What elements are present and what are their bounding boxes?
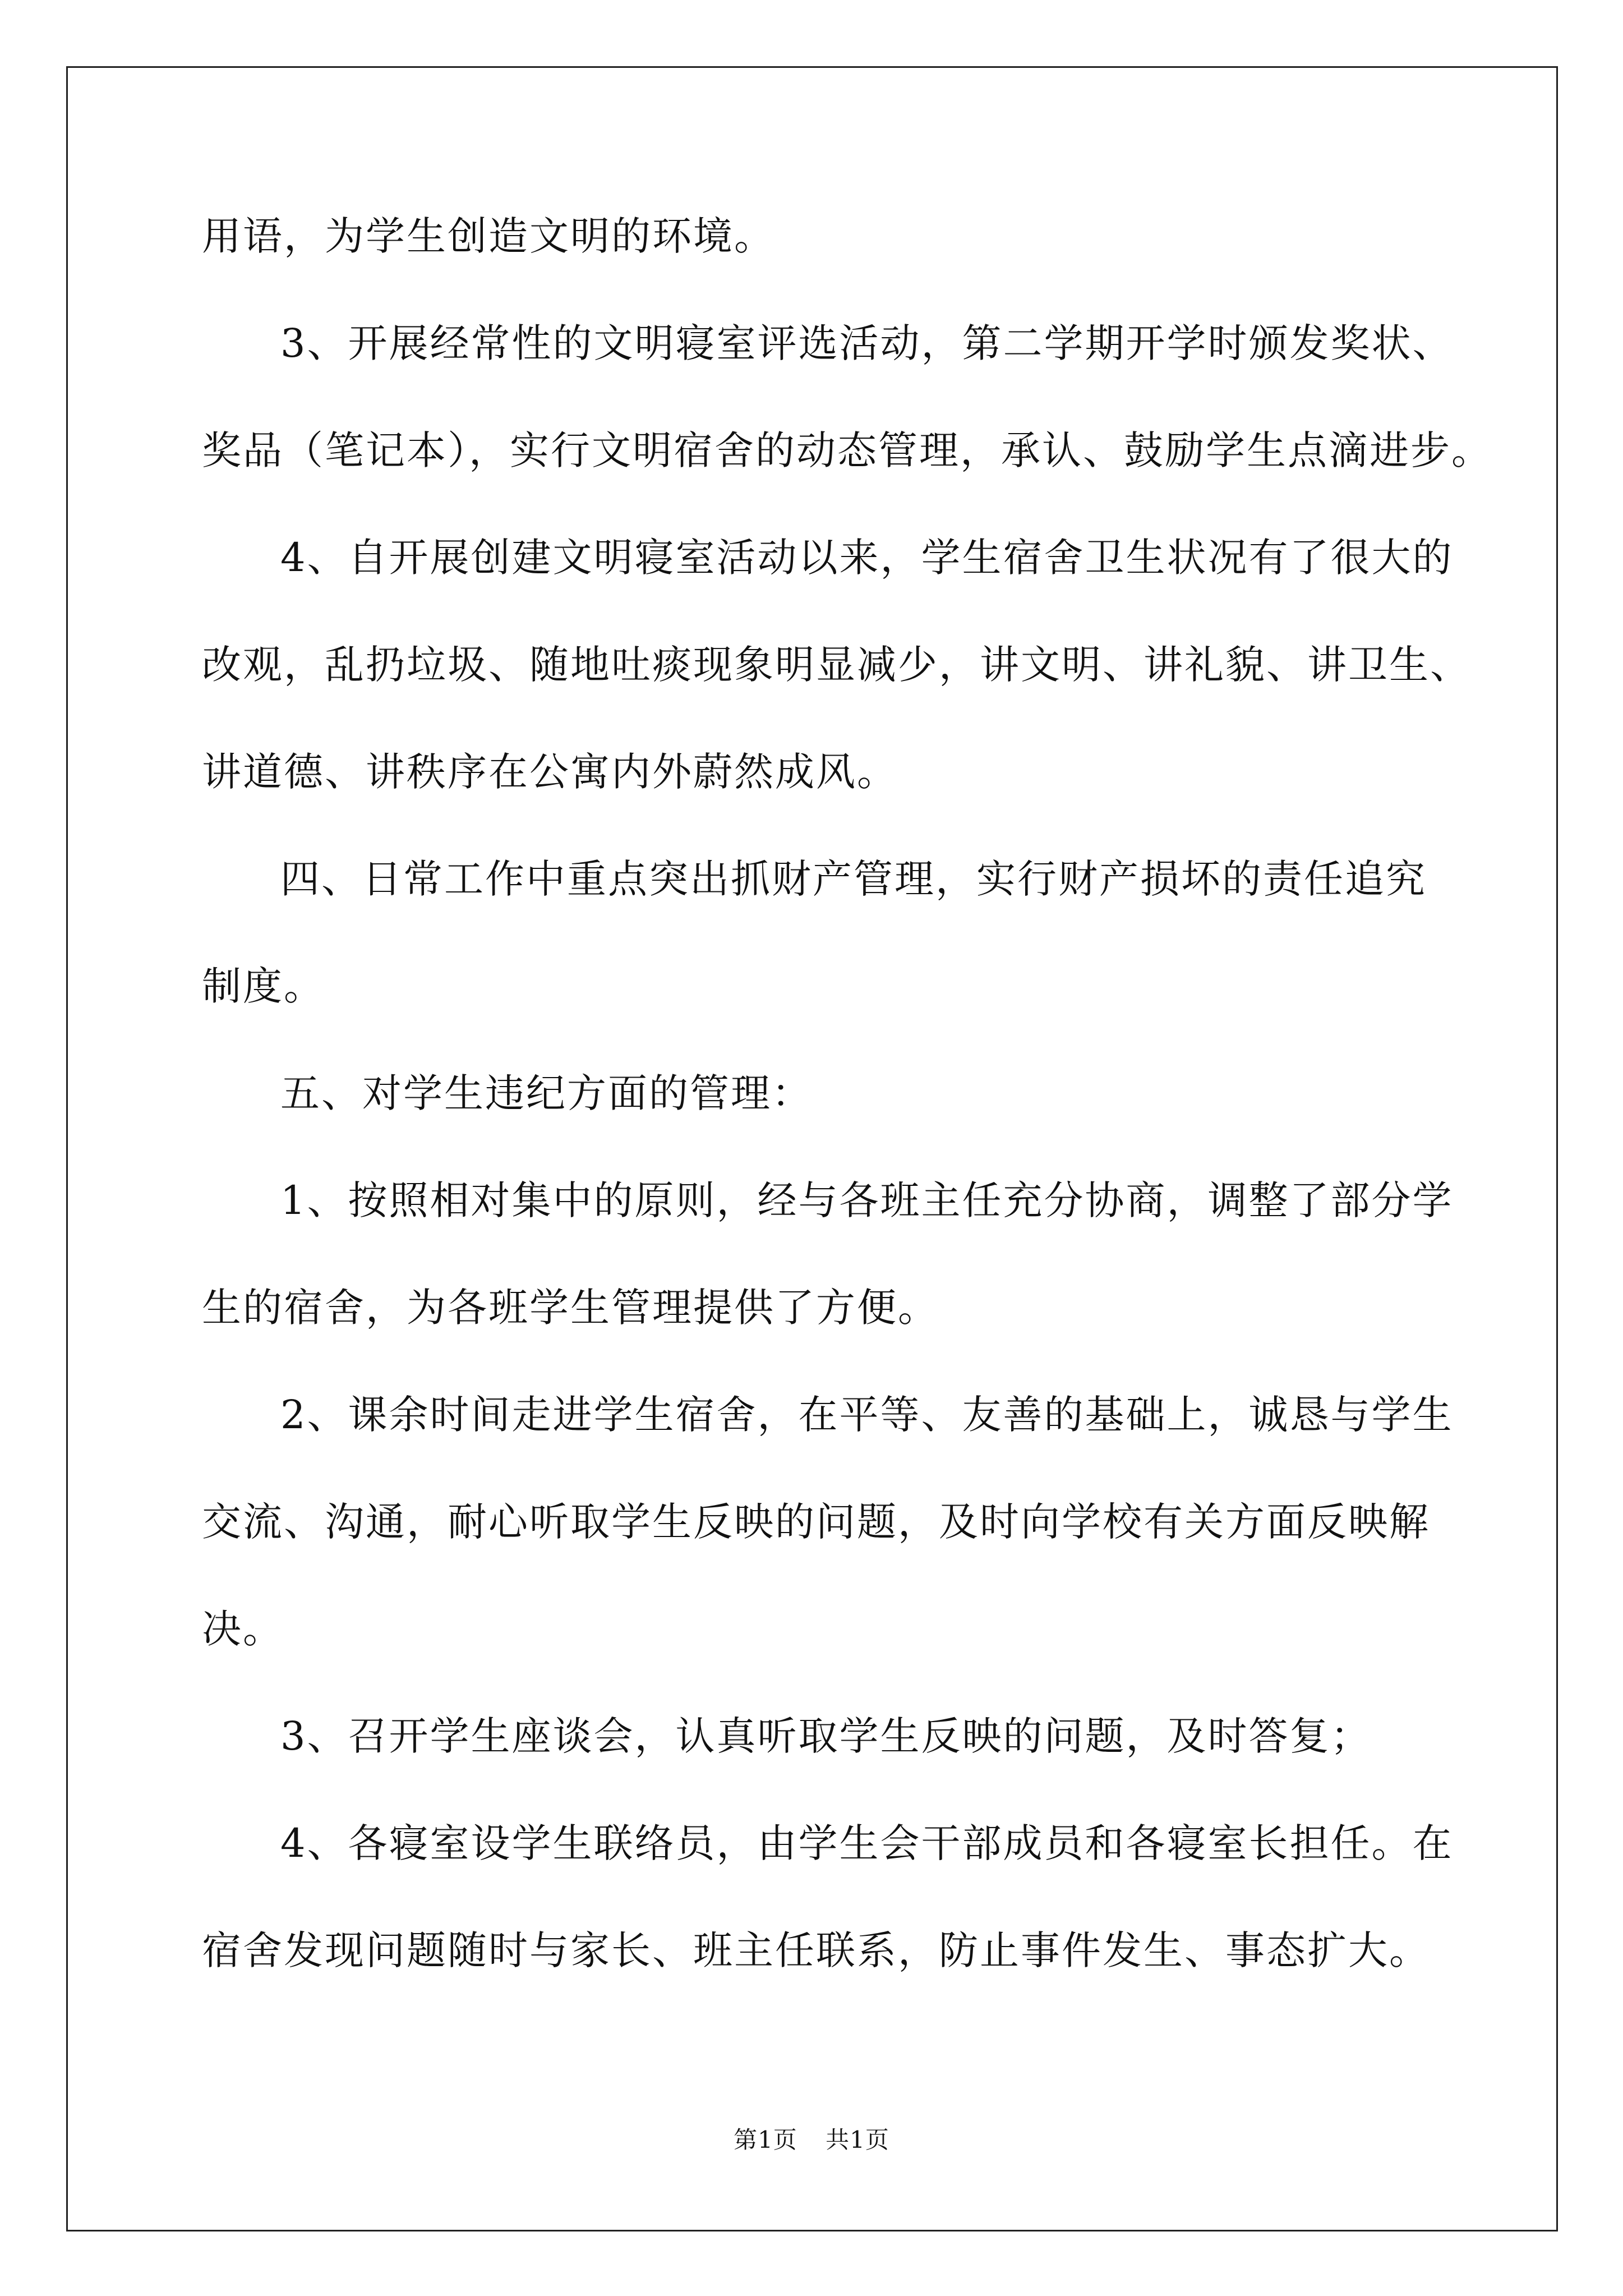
- text-line: 五、对学生违纪方面的管理：: [280, 1070, 813, 1116]
- text-line: 四、日常工作中重点突出抓财产管理，实行财产损坏的责任追究: [280, 856, 1427, 902]
- text-line: 改观，乱扔垃圾、随地吐痰现象明显减少，讲文明、讲礼貌、讲卫生、: [202, 642, 1471, 688]
- text-line: 用语，为学生创造文明的环境。: [202, 213, 775, 259]
- text-line: 4、各寝室设学生联络员，由学生会干部成员和各寝室长担任。在: [280, 1820, 1454, 1866]
- text-line: 3、召开学生座谈会，认真听取学生反映的问题，及时答复；: [280, 1713, 1372, 1759]
- text-line: 1、按照相对集中的原则，经与各班主任充分协商，调整了部分学: [280, 1177, 1454, 1223]
- text-line: 决。: [202, 1606, 284, 1652]
- text-line: 3、开展经常性的文明寝室评选活动，第二学期开学时颁发奖状、: [280, 320, 1454, 366]
- text-line: 2、课余时间走进学生宿舍，在平等、友善的基础上，诚恳与学生: [280, 1392, 1454, 1438]
- text-line: 制度。: [202, 963, 325, 1009]
- text-line: 讲道德、讲秩序在公寓内外蔚然成风。: [202, 749, 898, 795]
- text-line: 奖品（笔记本），实行文明宿舍的动态管理，承认、鼓励学生点滴进步。: [202, 427, 1492, 473]
- text-line: 宿舍发现问题随时与家长、班主任联系，防止事件发生、事态扩大。: [202, 1927, 1430, 1973]
- page-footer: [0, 2122, 1623, 2155]
- page-number-current: 第1页: [734, 2126, 797, 2154]
- page-number-total: 共1页: [826, 2126, 889, 2154]
- text-line: 生的宿舍，为各班学生管理提供了方便。: [202, 1285, 939, 1331]
- text-line: 交流、沟通，耐心听取学生反映的问题，及时向学校有关方面反映解: [202, 1499, 1430, 1545]
- document-body: [202, 213, 1492, 2038]
- text-line: 4、自开展创建文明寝室活动以来，学生宿舍卫生状况有了很大的: [280, 535, 1454, 581]
